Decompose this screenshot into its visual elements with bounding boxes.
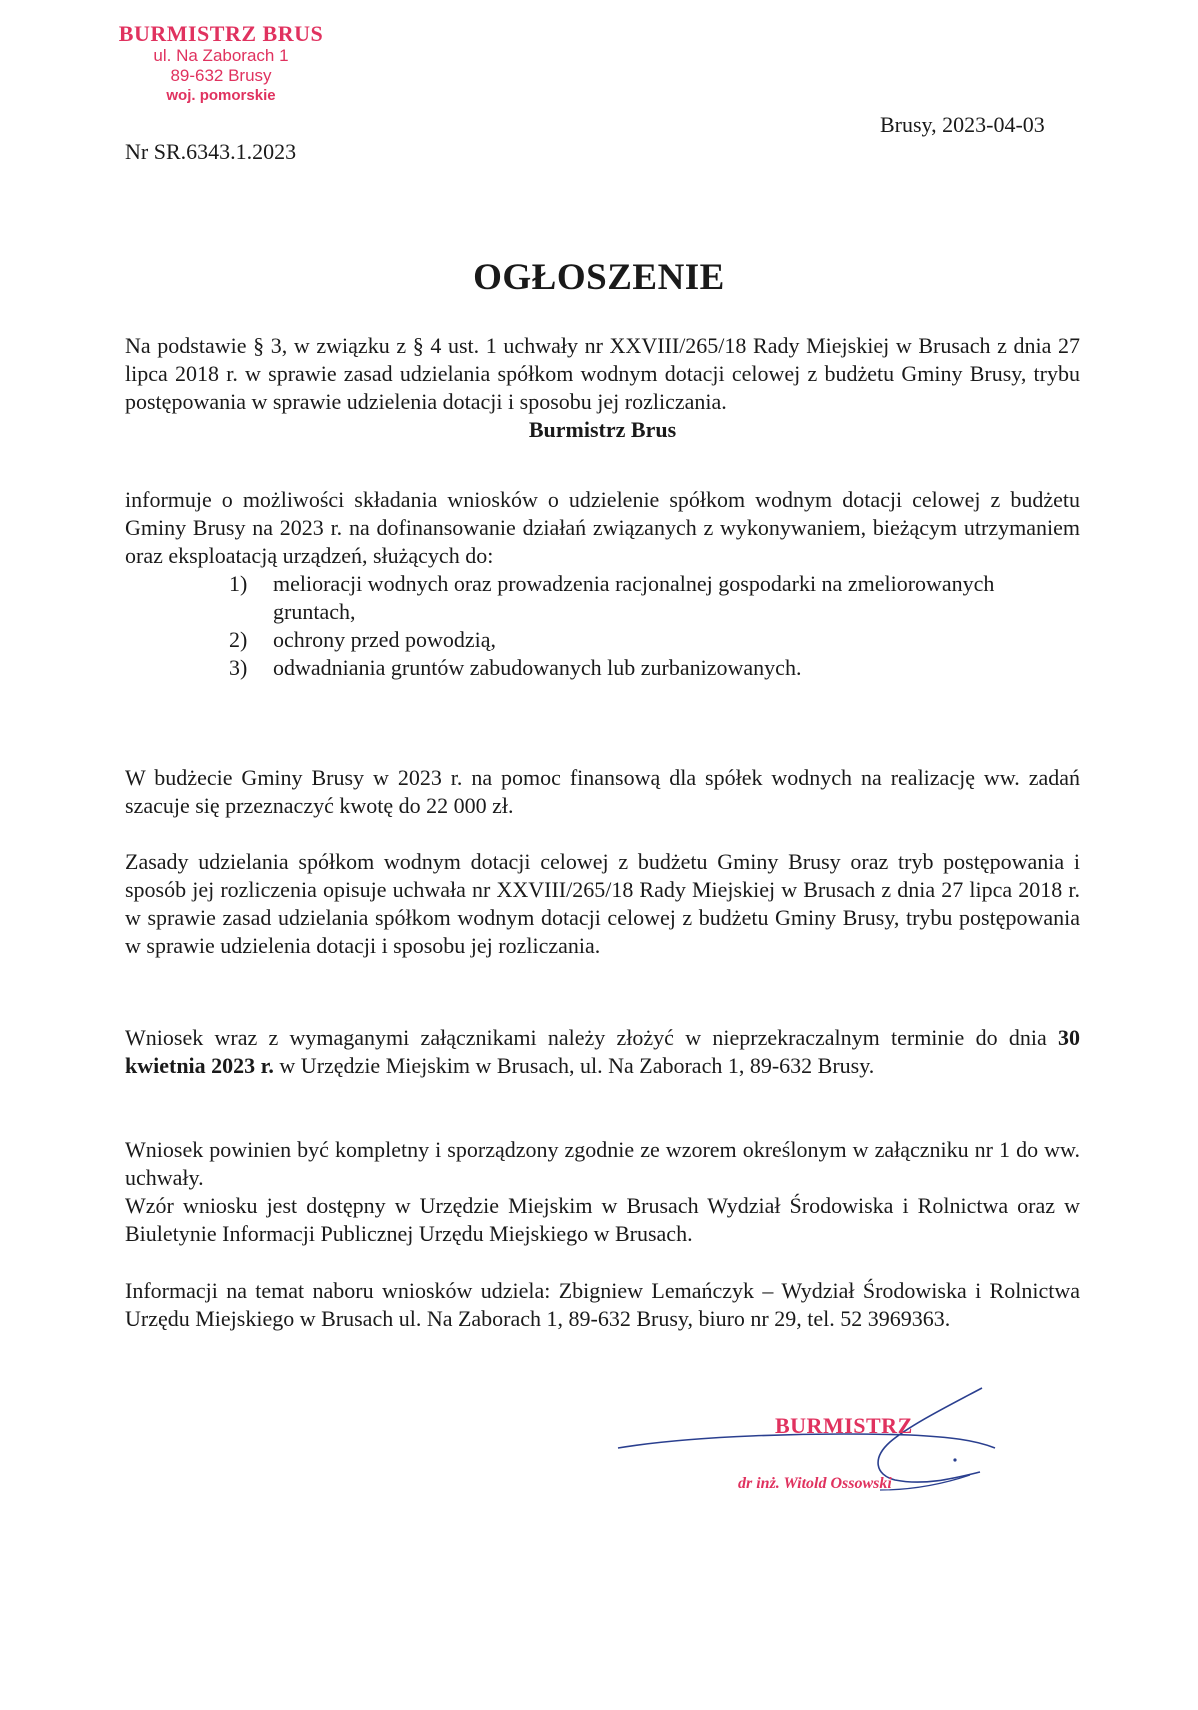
paragraph-form-availability: Wzór wniosku jest dostępny w Urzędzie Miejskim w Brusach Wydział Środowiska i Rolnictwa oraz w Biuletynie Informacji Publicznej Urzędu Miejskiego w Brusach. <box>125 1193 1080 1246</box>
announcement-section <box>125 486 1080 682</box>
reference-number: Nr SR.6343.1.2023 <box>125 139 297 164</box>
paragraph-application-form: Wniosek powinien być kompletny i sporządzony zgodnie ze wzorem określonym w załączniku nr 1 do ww. uchwały. <box>125 1137 1080 1190</box>
stamp-line-street: ul. Na Zaborach 1 <box>153 46 289 65</box>
application-section <box>125 1136 1080 1248</box>
stamp-line-title: BURMISTRZ BRUS <box>118 21 324 46</box>
signature-title: BURMISTRZ <box>775 1413 913 1438</box>
rules-section <box>125 848 1080 960</box>
paragraph-rules: Zasady udzielania spółkom wodnym dotacji celowej z budżetu Gminy Brusy oraz tryb postępowania i sposób jej rozliczenia opisuje uchwała nr XXVIII/265/18 Rady Miejskiej w Brusach z dnia 27 lipca 2018 r. w sprawie zasad udzielania spółkom wodnym dotacji celowej z budżetu Gminy Brusy, trybu postępowania w sprawie udzielenia dotacji i sposobu jej rozliczania. <box>125 849 1080 958</box>
paragraph-budget: W budżecie Gminy Brusy w 2023 r. na pomoc finansową dla spółek wodnych na realizację ww. zadań szacuje się przeznaczyć kwotę do 22 000 zł. <box>125 765 1080 818</box>
stamp-line-region: woj. pomorskie <box>166 87 276 104</box>
paragraph-legal-basis: Na podstawie § 3, w związku z § 4 ust. 1 uchwały nr XXVIII/265/18 Rady Miejskiej w Brusach z dnia 27 lipca 2018 r. w sprawie zasad udzielania spółkom wodnym dotacji celowej z budżetu Gminy Brusy, trybu postępowania w sprawie udzielenia dotacji i sposobu jej rozliczania. <box>125 333 1080 414</box>
place-and-date: Brusy, 2023-04-03 <box>880 112 1045 137</box>
budget-section <box>125 764 1080 820</box>
list-item: 2) ochrony przed powodzią, <box>229 627 496 652</box>
official-stamp <box>106 22 336 106</box>
signature-name: dr inż. Witold Ossowski <box>738 1475 892 1492</box>
paragraph-contact: Informacji na temat naboru wniosków udziela: Zbigniew Lemańczyk – Wydział Środowiska i Rolnictwa Urzędu Miejskiego w Brusach ul. Na Zaborach 1, 89-632 Brusy, biuro nr 29, tel. 52 3969363. <box>125 1278 1080 1331</box>
document-body <box>125 332 1080 444</box>
deadline-section <box>125 1024 1080 1080</box>
document-title: OGŁOSZENIE <box>473 257 725 298</box>
list-item: 3) odwadniania gruntów zabudowanych lub zurbanizowanych. <box>229 655 802 680</box>
paragraph-deadline: Wniosek wraz z wymaganymi załącznikami należy złożyć w nieprzekraczalnym terminie do dnia 30 kwietnia 2023 r. w Urzędzie Miejskim w Brusach, ul. Na Zaborach 1, 89-632 Brusy. <box>125 1025 1080 1078</box>
deadline-date: 30 kwietnia 2023 r. <box>125 1025 1080 1078</box>
list-item: 1) melioracji wodnych oraz prowadzenia racjonalnej gospodarki na zmeliorowanych gruntach, <box>229 571 995 624</box>
paragraph-information: informuje o możliwości składania wniosków o udzielenie spółkom wodnym dotacji celowej z budżetu Gminy Brusy na 2023 r. na dofinansowanie działań związanych z wykonywaniem, bieżącym utrzymaniem oraz eksploatacją urządzeń, służących do: <box>125 487 1080 568</box>
purpose-list <box>125 570 1080 682</box>
contact-section <box>125 1277 1080 1333</box>
stamp-line-postcode: 89-632 Brusy <box>170 66 272 85</box>
mayor-heading: Burmistrz Brus <box>528 417 677 442</box>
